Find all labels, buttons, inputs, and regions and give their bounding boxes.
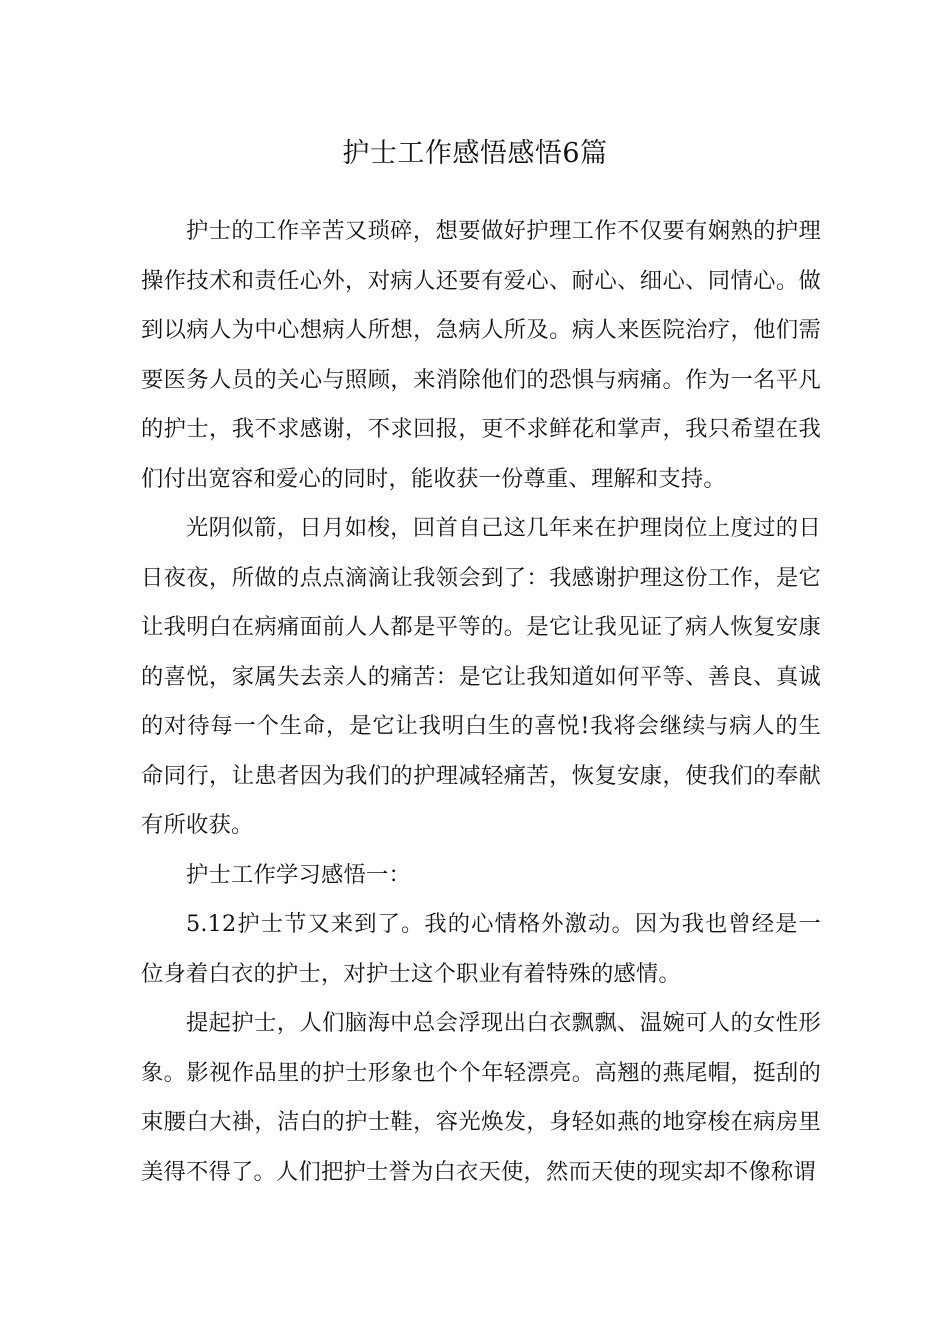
paragraph: 提起护士，人们脑海中总会浮现出白衣飘飘、温婉可人的女性形象。影视作品里的护士形象也个个年轻漂亮。高翘的燕尾帽，挺刮的束腰白大褂，洁白的护士鞋，容光焕发，身轻如燕的地穿梭在病房里美得不得了。人们把护士誉为白衣天使，然而天使的现实却不像称谓 bbox=[141, 1010, 821, 1185]
paragraph: 护士的工作辛苦又琐碎，想要做好护理工作不仅要有娴熟的护理操作技术和责任心外，对病人还要有爱心、耐心、细心、同情心。做到以病人为中心想病人所想，急病人所及。病人来医院治疗，他们需要医务人员的关心与照顾，来消除他们的恐惧与病痛。作为一名平凡的护士，我不求感谢，不求回报，更不求鲜花和掌声，我只希望在我们付出宽容和爱心的同时，能收获一份尊重、理解和支持。 bbox=[141, 218, 821, 492]
document-title: 护士工作感悟感悟6篇 bbox=[342, 138, 608, 169]
paragraph: 5.12护士节又来到了。我的心情格外激动。因为我也曾经是一位身着白衣的护士，对护士这个职业有着特殊的感情。 bbox=[141, 911, 821, 987]
section-heading: 护士工作学习感悟一： bbox=[186, 861, 411, 888]
paragraph: 光阴似箭，日月如梭，回首自己这几年来在护理岗位上度过的日日夜夜，所做的点点滴滴让我领会到了：我感谢护理这份工作，是它让我明白在病痛面前人人都是平等的。是它让我见证了病人恢复安康的喜悦，家属失去亲人的痛苦：是它让我知道如何平等、善良、真诚的对待每一个生命，是它让我明白生的喜悦!我将会继续与病人的生命同行，让患者因为我们的护理减轻痛苦，恢复安康，使我们的奉献有所收获。 bbox=[141, 515, 821, 838]
document-body bbox=[141, 207, 821, 1197]
